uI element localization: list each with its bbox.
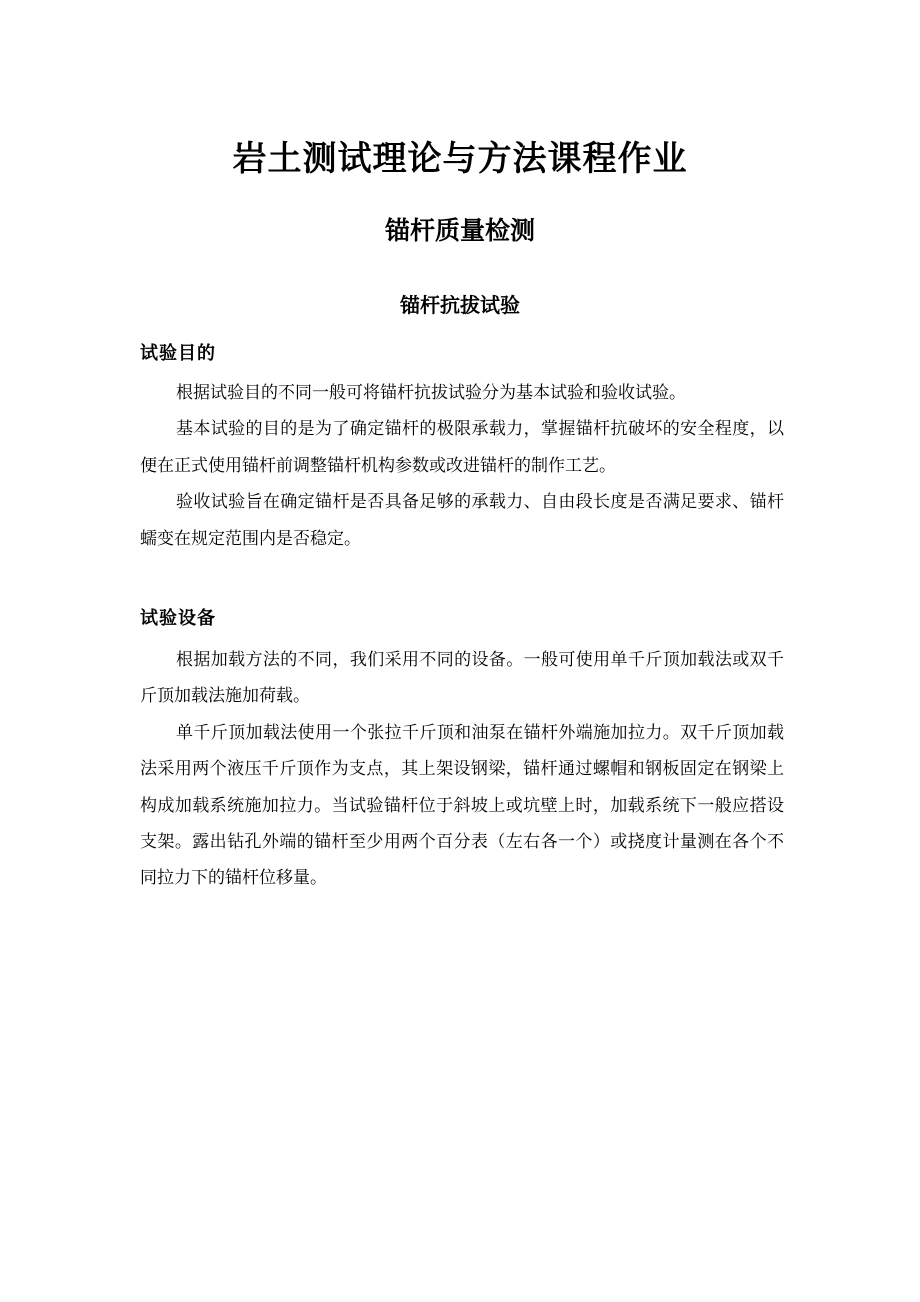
paragraph: 根据试验目的不同一般可将锚杆抗拔试验分为基本试验和验收试验。 <box>176 383 686 403</box>
paragraph: 验收试验旨在确定锚杆是否具备足够的承载力、自由段长度是否满足要求、锚杆蠕变在规定范围内是否稳定。 <box>140 492 784 549</box>
paragraph: 根据加载方法的不同，我们采用不同的设备。一般可使用单千斤顶加载法或双千斤顶加载法施加荷载。 <box>140 650 784 707</box>
heading-test-equipment: 试验设备 <box>140 608 216 629</box>
document-subtitle: 锚杆质量检测 <box>384 216 535 245</box>
paragraph: 单千斤顶加载法使用一个张拉千斤顶和油泵在锚杆外端施加拉力。双千斤顶加载法采用两个液压千斤顶作为支点，其上架设钢梁，锚杆通过螺帽和钢板固定在钢梁上构成加载系统施加拉力。当试验锚杆位于斜坡上或坑壁上时，加载系统下一般应搭设支架。露出钻孔外端的锚杆至少用两个百分表（左右各一个）或挠度计量测在各个不同拉力下的锚杆位移量。 <box>140 722 784 889</box>
section-title: 锚杆抗拔试验 <box>400 293 520 317</box>
paragraph: 基本试验的目的是为了确定锚杆的极限承载力，掌握锚杆抗破坏的安全程度，以便在正式使用锚杆前调整锚杆机构参数或改进锚杆的制作工艺。 <box>140 419 784 476</box>
section-test-purpose-body <box>140 375 784 557</box>
section-test-equipment-body <box>140 642 784 897</box>
document-title: 岩土测试理论与方法课程作业 <box>232 139 688 179</box>
heading-test-purpose: 试验目的 <box>140 343 216 364</box>
